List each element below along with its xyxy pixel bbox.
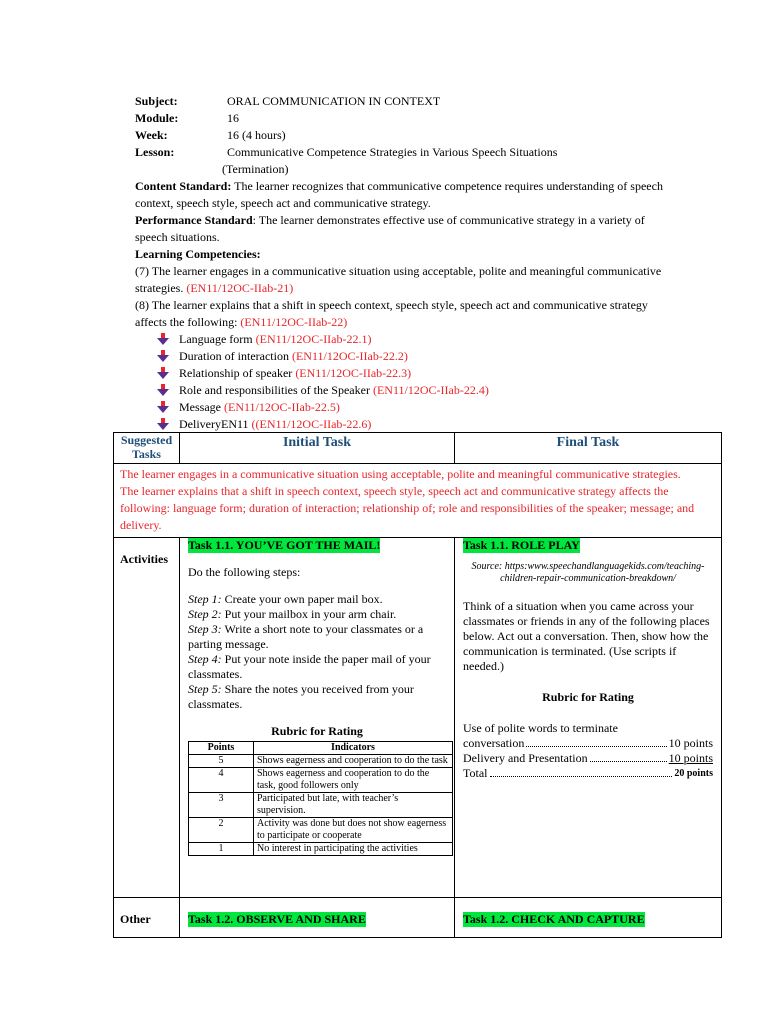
list-item: [188, 592, 446, 607]
total-points: 20 points: [674, 768, 713, 779]
final-rubric-title: Rubric for Rating: [542, 690, 634, 704]
initial-other-cell: [180, 898, 455, 938]
list-item: [157, 382, 675, 399]
list-item-code: (EN11/12OC-IIab-22.1): [255, 332, 372, 346]
list-item-text: Message: [179, 400, 224, 414]
module-value: 16: [227, 111, 239, 125]
lesson-row: [135, 144, 557, 161]
list-item: [157, 416, 675, 433]
list-item-code: (EN11/12OC-IIab-22.4): [372, 383, 489, 397]
lesson-label: Lesson:: [135, 145, 175, 159]
final-criteria: [463, 721, 713, 781]
step-text: Put your note inside the paper mail of your classmates.: [188, 652, 431, 681]
objective-2: The learner explains that a shift in speech context, speech style, speech act and communicative strategy affects the following: language form; duration of interaction; relationship of; role and responsibilities of the speaker; message; and delivery.: [120, 484, 695, 532]
table-row: [189, 843, 453, 856]
week-value: 16 (4 hours): [227, 128, 286, 142]
step-label: Step 3:: [188, 622, 222, 636]
criteria-label: conversation: [463, 736, 525, 750]
objective-1: The learner engages in a communicative situation using acceptable, polite and meaningful communicative strategies.: [120, 467, 681, 481]
rubric-indicator: Shows eagerness and cooperation to do the task: [254, 755, 453, 768]
table-header-row: [114, 433, 722, 464]
rubric-indicator: Participated but late, with teacher’s supervision.: [254, 793, 453, 818]
objectives-cell: [114, 464, 722, 538]
list-item: [188, 682, 446, 712]
list-item-text: DeliveryEN11: [179, 417, 252, 431]
list-item-code: (EN11/12OC-IIab-22.5): [224, 400, 340, 414]
rubric-table: [188, 741, 453, 856]
final-activity-cell: [455, 538, 722, 898]
list-item: [188, 652, 446, 682]
initial-activity-cell: [180, 538, 455, 898]
rubric-points: 1: [189, 843, 254, 856]
competency-8: [135, 297, 675, 331]
objectives-row: [114, 464, 722, 538]
criteria-row: [463, 751, 713, 766]
arrow-bullet-icon: [157, 384, 169, 397]
list-item-text: Duration of interaction: [179, 349, 292, 363]
list-item: [157, 399, 675, 416]
table-row: [189, 755, 453, 768]
rubric-indicator: Shows eagerness and cooperation to do the task, good followers only: [254, 768, 453, 793]
criteria-points: 10 points: [668, 751, 713, 765]
total-row: [463, 766, 713, 781]
list-item: [157, 331, 675, 348]
week-row: [135, 127, 557, 144]
header-suggested-tasks: Suggested Tasks: [114, 433, 180, 464]
competency-7-code: (EN11/12OC-IIab-21): [186, 281, 294, 295]
criteria-points: 10 points: [668, 736, 713, 750]
initial-task-title: Task 1.1. YOU’VE GOT THE MAIL!: [188, 538, 381, 552]
rubric-indicator: No interest in participating the activities: [254, 843, 453, 856]
table-row: [189, 793, 453, 818]
list-item-code: (EN11/12OC-IIab-22.2): [291, 349, 408, 363]
initial-intro: Do the following steps:: [188, 565, 301, 579]
step-text: Share the notes you received from your classmates.: [188, 682, 414, 711]
module-row: [135, 110, 557, 127]
list-item: [157, 348, 675, 365]
table-row: [189, 768, 453, 793]
performance-standard-text: : The learner demonstrates effective use of communicative strategy in a variety of speech situations.: [135, 213, 645, 244]
rubric-points: 5: [189, 755, 254, 768]
other-label: Other: [114, 898, 180, 938]
step-label: Step 4:: [188, 652, 222, 666]
final-instructions: Think of a situation when you came across your classmates or friends in any of the following places below. Act out a conversation. Then, show how the communication is terminated. (Use scripts if needed.): [463, 599, 710, 673]
total-label: Total: [463, 766, 488, 780]
list-item-text: Language form: [179, 332, 256, 346]
subject-label: Subject:: [135, 94, 178, 108]
performance-standard: [135, 212, 675, 246]
step-text: Put your mailbox in your arm chair.: [221, 607, 397, 621]
subject-value: ORAL COMMUNICATION IN CONTEXT: [227, 94, 441, 108]
arrow-bullet-icon: [157, 333, 169, 346]
rubric-indicator: Activity was done but does not show eagerness to participate or cooperate: [254, 818, 453, 843]
week-label: Week:: [135, 128, 168, 142]
criteria-label: Delivery and Presentation: [463, 751, 588, 765]
document-header: [135, 93, 557, 178]
rubric-points: 4: [189, 768, 254, 793]
module-label: Module:: [135, 111, 179, 125]
arrow-bullet-icon: [157, 350, 169, 363]
performance-standard-label: Performance Standard: [135, 213, 253, 227]
list-item: [188, 607, 446, 622]
subject-row: [135, 93, 557, 110]
competency-7: [135, 263, 675, 297]
criteria-row: [463, 736, 713, 751]
competency-list: [135, 331, 675, 433]
content-standard-text: The learner recognizes that communicative competence requires understanding of speech context, speech style, speech act and communicative strategy.: [135, 179, 663, 210]
initial-rubric-title: Rubric for Rating: [271, 724, 363, 738]
lesson-value: Communicative Competence Strategies in Various Speech Situations: [227, 145, 558, 159]
rubric-header-indicators: Indicators: [254, 742, 453, 755]
list-item: [157, 365, 675, 382]
lesson-value-cont: (Termination): [222, 162, 289, 176]
final-other-task-title: Task 1.2. CHECK AND CAPTURE: [463, 912, 645, 926]
rubric-points: 3: [189, 793, 254, 818]
final-task-title: Task 1.1. ROLE PLAY: [463, 538, 580, 552]
step-text: Write a short note to your classmates or a parting message.: [188, 622, 424, 651]
competency-8-code: (EN11/12OC-IIab-22): [240, 315, 348, 329]
final-other-cell: [455, 898, 722, 938]
rubric-header-row: [189, 742, 453, 755]
arrow-bullet-icon: [157, 418, 169, 431]
step-label: Step 1:: [188, 592, 222, 606]
source-citation: Source: https:www.speechandlanguagekids.com/teaching-children-repair-communication-breakdown/: [471, 561, 705, 584]
activities-label: Activities: [114, 538, 180, 898]
step-label: Step 2:: [188, 607, 222, 621]
step-text: Create your own paper mail box.: [221, 592, 383, 606]
list-item-text: Role and responsibilities of the Speaker: [179, 383, 373, 397]
competency-8-text: (8) The learner explains that a shift in speech context, speech style, speech act and communicative strategy affects the following:: [135, 298, 648, 329]
task-table: [113, 432, 722, 938]
table-row: [189, 818, 453, 843]
list-item-code: ((EN11/12OC-IIab-22.6): [251, 417, 372, 431]
step-label: Step 5:: [188, 682, 222, 696]
header-final-task: Final Task: [455, 433, 722, 464]
competency-7-text: (7) The learner engages in a communicative situation using acceptable, polite and meaningful communicative strategies.: [135, 264, 662, 295]
other-row: [114, 898, 722, 938]
list-item: [188, 622, 446, 652]
list-item-code: (EN11/12OC-IIab-22.3): [295, 366, 412, 380]
arrow-bullet-icon: [157, 401, 169, 414]
arrow-bullet-icon: [157, 367, 169, 380]
initial-other-task-title: Task 1.2. OBSERVE AND SHARE: [188, 912, 366, 926]
rubric-header-points: Points: [189, 742, 254, 755]
header-initial-task: Initial Task: [180, 433, 455, 464]
rubric-points: 2: [189, 818, 254, 843]
content-standard: [135, 178, 675, 212]
competencies-heading: Learning Competencies:: [135, 247, 261, 261]
list-item-text: Relationship of speaker: [179, 366, 296, 380]
criteria-intro: Use of polite words to terminate: [463, 721, 618, 735]
step-list: [188, 592, 446, 712]
activities-row: [114, 538, 722, 898]
content-standard-label: Content Standard:: [135, 179, 232, 193]
learning-competencies: [135, 246, 675, 433]
